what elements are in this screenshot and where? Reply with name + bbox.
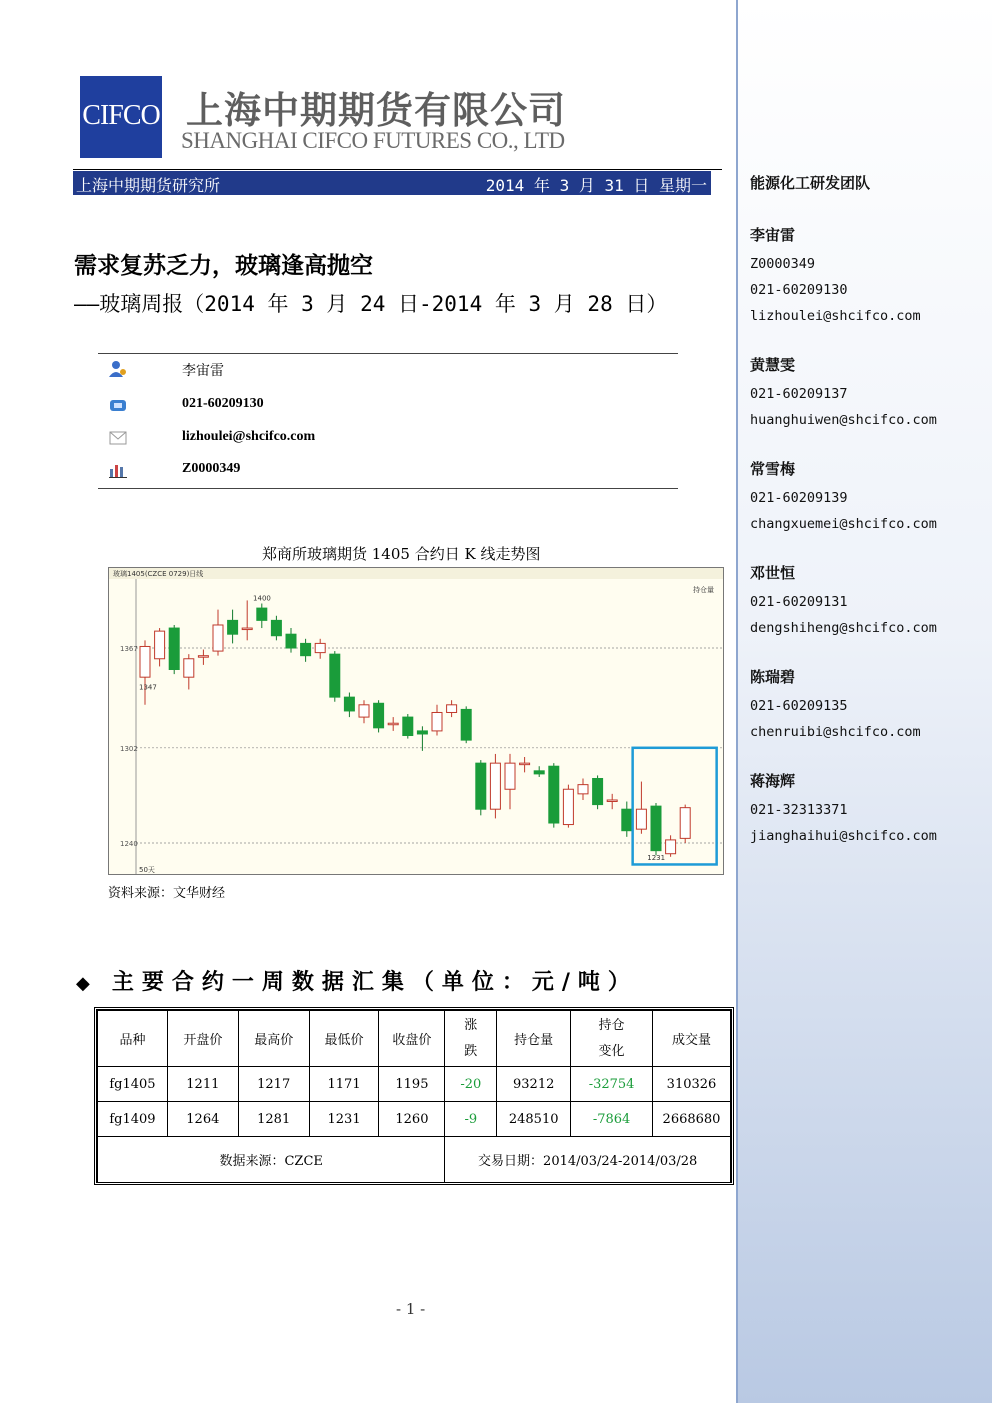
member-email[interactable]: jianghaihui@shcifco.com [750, 828, 937, 844]
price-label: 1367 [120, 645, 138, 654]
chart-source: 资料来源：文华财经 [108, 886, 226, 901]
table-cell: 1260 [379, 1102, 445, 1137]
table-cell: 1264 [167, 1102, 238, 1137]
contact-email[interactable]: lizhoulei@shcifco.com [182, 429, 316, 444]
report-subtitle: ——玻璃周报（2014 年 3 月 24 日-2014 年 3 月 28 日） [74, 292, 668, 316]
table-cell: 93212 [497, 1067, 571, 1102]
table-cell: 1231 [309, 1102, 379, 1137]
chart-caption: 郑商所玻璃期货 1405 合约日 K 线走势图 [262, 545, 541, 563]
member-email[interactable]: changxuemei@shcifco.com [750, 516, 937, 532]
candle-body [242, 628, 252, 630]
person-icon [108, 360, 128, 378]
team-member [750, 354, 937, 433]
candle-body [622, 809, 632, 830]
member-license: Z0000349 [750, 256, 816, 272]
candle-body [549, 766, 559, 823]
header-cell-text: 持仓变化 [598, 1017, 625, 1059]
candle-body [505, 763, 515, 789]
company-name-en: SHANGHAI CIFCO FUTURES CO., LTD [181, 128, 565, 153]
header-cell: 成交量 [653, 1011, 731, 1067]
team-member [750, 458, 937, 537]
table-cell: -20 [445, 1067, 497, 1102]
phone-icon [108, 396, 128, 414]
data-table-frame [94, 1007, 734, 1185]
candle-body [417, 731, 427, 734]
candle-body [651, 806, 661, 851]
table-cell: 310326 [653, 1067, 731, 1102]
team-sidebar [736, 0, 992, 1403]
table-row [98, 1067, 731, 1102]
table-cell: 1281 [238, 1102, 309, 1137]
mail-icon [108, 429, 128, 447]
member-phone: 021-32313371 [750, 802, 848, 818]
header-cell [445, 1011, 497, 1067]
candle-body [403, 717, 413, 735]
candle-body [344, 697, 354, 711]
table-footer-date: 交易日期：2014/03/24-2014/03/28 [445, 1137, 731, 1183]
data-table [97, 1010, 731, 1183]
candle-body [315, 643, 325, 652]
candle-body [286, 634, 296, 648]
header-cell-text: 涨跌 [464, 1017, 478, 1059]
header-cell: 最高价 [238, 1011, 309, 1067]
candle-body [636, 809, 646, 829]
price-label: 1240 [120, 839, 138, 848]
table-cell: fg1405 [98, 1067, 168, 1102]
table-cell: 248510 [497, 1102, 571, 1137]
member-email[interactable]: lizhoulei@shcifco.com [750, 308, 921, 324]
header-cell: 收盘价 [379, 1011, 445, 1067]
table-footer-row [98, 1137, 731, 1183]
member-phone: 021-60209130 [750, 282, 848, 298]
candle-body [680, 808, 690, 839]
member-email[interactable]: chenruibi@shcifco.com [750, 724, 921, 740]
chart-annotation: 1231 [647, 853, 666, 862]
header-divider [73, 169, 722, 170]
member-name: 常雪梅 [750, 460, 796, 478]
candle-body [198, 656, 208, 658]
candle-body [169, 628, 179, 669]
table-cell: 1217 [238, 1067, 309, 1102]
team-title: 能源化工研发团队 [750, 174, 871, 192]
candle-body [388, 723, 398, 725]
member-name: 蒋海辉 [750, 772, 796, 790]
table-cell: -7864 [571, 1102, 653, 1137]
team-member [750, 562, 937, 641]
company-name-cn: 上海中期期货有限公司 [186, 89, 566, 132]
candle-body [374, 703, 384, 728]
header-cell: 持仓量 [497, 1011, 571, 1067]
candle-body [359, 705, 369, 717]
candle-body [330, 654, 340, 697]
candle-body [476, 763, 486, 809]
contact-name: 李宙雷 [182, 363, 224, 379]
candle-body [593, 778, 603, 804]
logo-mark: CIFCO [82, 100, 160, 131]
candle-body [490, 763, 500, 809]
candle-body [461, 709, 471, 740]
candle-body [271, 620, 281, 635]
header-cell: 开盘价 [167, 1011, 238, 1067]
report-title: 需求复苏乏力，玻璃逢高抛空 [74, 252, 373, 279]
member-name: 陈瑞碧 [750, 668, 796, 686]
member-name: 黄慧雯 [750, 356, 796, 374]
table-header-row [98, 1011, 731, 1067]
team-member [750, 666, 921, 745]
candle-body [432, 712, 442, 730]
candle-body [534, 771, 544, 774]
table-footer-source: 数据来源：CZCE [98, 1137, 445, 1183]
header-cell: 最低价 [309, 1011, 379, 1067]
page-number: - 1 - [396, 1300, 426, 1318]
chart-title: 玻璃1405(CZCE 0729)日线 [113, 570, 204, 578]
candle-body [520, 763, 530, 765]
member-name: 邓世恒 [750, 564, 796, 582]
price-label: 1302 [120, 744, 138, 753]
candle-body [301, 643, 311, 655]
section-title-text: 主要合约一周数据汇集（单位：元/吨） [111, 969, 638, 995]
candle-body [184, 659, 194, 677]
chart-annotation: 1400 [253, 594, 271, 603]
candle-body [607, 800, 617, 802]
contact-block [98, 353, 678, 489]
bar-chart-icon [108, 461, 128, 479]
table-cell: 2668680 [653, 1102, 731, 1137]
table-row [98, 1102, 731, 1137]
institute-name: 上海中期期货研究所 [76, 176, 221, 195]
header-bar [73, 171, 711, 195]
member-phone: 021-60209131 [750, 594, 848, 610]
table-cell: -32754 [571, 1067, 653, 1102]
report-date: 2014 年 3 月 31 日 星期一 [485, 176, 707, 195]
candle-body [257, 608, 267, 620]
chart-annotation: 50天 [139, 866, 155, 874]
kline-svg [109, 568, 724, 875]
candle-body [140, 646, 150, 677]
candle-body [228, 620, 238, 634]
table-cell: 1211 [167, 1067, 238, 1102]
table-cell: 1195 [379, 1067, 445, 1102]
team-member [750, 224, 921, 329]
candle-body [563, 789, 573, 824]
section-title [76, 965, 638, 996]
member-phone: 021-60209135 [750, 698, 848, 714]
header-cell: 品种 [98, 1011, 168, 1067]
header-cell [571, 1011, 653, 1067]
contact-license: Z0000349 [182, 461, 241, 476]
table-cell: -9 [445, 1102, 497, 1137]
candle-body [155, 631, 165, 659]
company-logo [80, 76, 162, 158]
table-cell: fg1409 [98, 1102, 168, 1137]
chart-corner-label: 持仓量 [693, 586, 714, 594]
diamond-bullet-icon: ◆ [76, 973, 98, 994]
member-phone: 021-60209137 [750, 386, 848, 402]
member-email[interactable]: huanghuiwen@shcifco.com [750, 412, 937, 428]
candle-body [447, 705, 457, 713]
member-phone: 021-60209139 [750, 490, 848, 506]
contact-phone: 021-60209130 [182, 396, 264, 411]
member-email[interactable]: dengshiheng@shcifco.com [750, 620, 937, 636]
team-member [750, 770, 937, 849]
candle-body [213, 625, 223, 651]
member-name: 李宙雷 [750, 226, 796, 244]
candle-body [578, 785, 588, 794]
candle-body [666, 840, 676, 854]
chart-annotation: 1347 [139, 683, 157, 692]
kline-chart [108, 567, 724, 875]
table-cell: 1171 [309, 1067, 379, 1102]
